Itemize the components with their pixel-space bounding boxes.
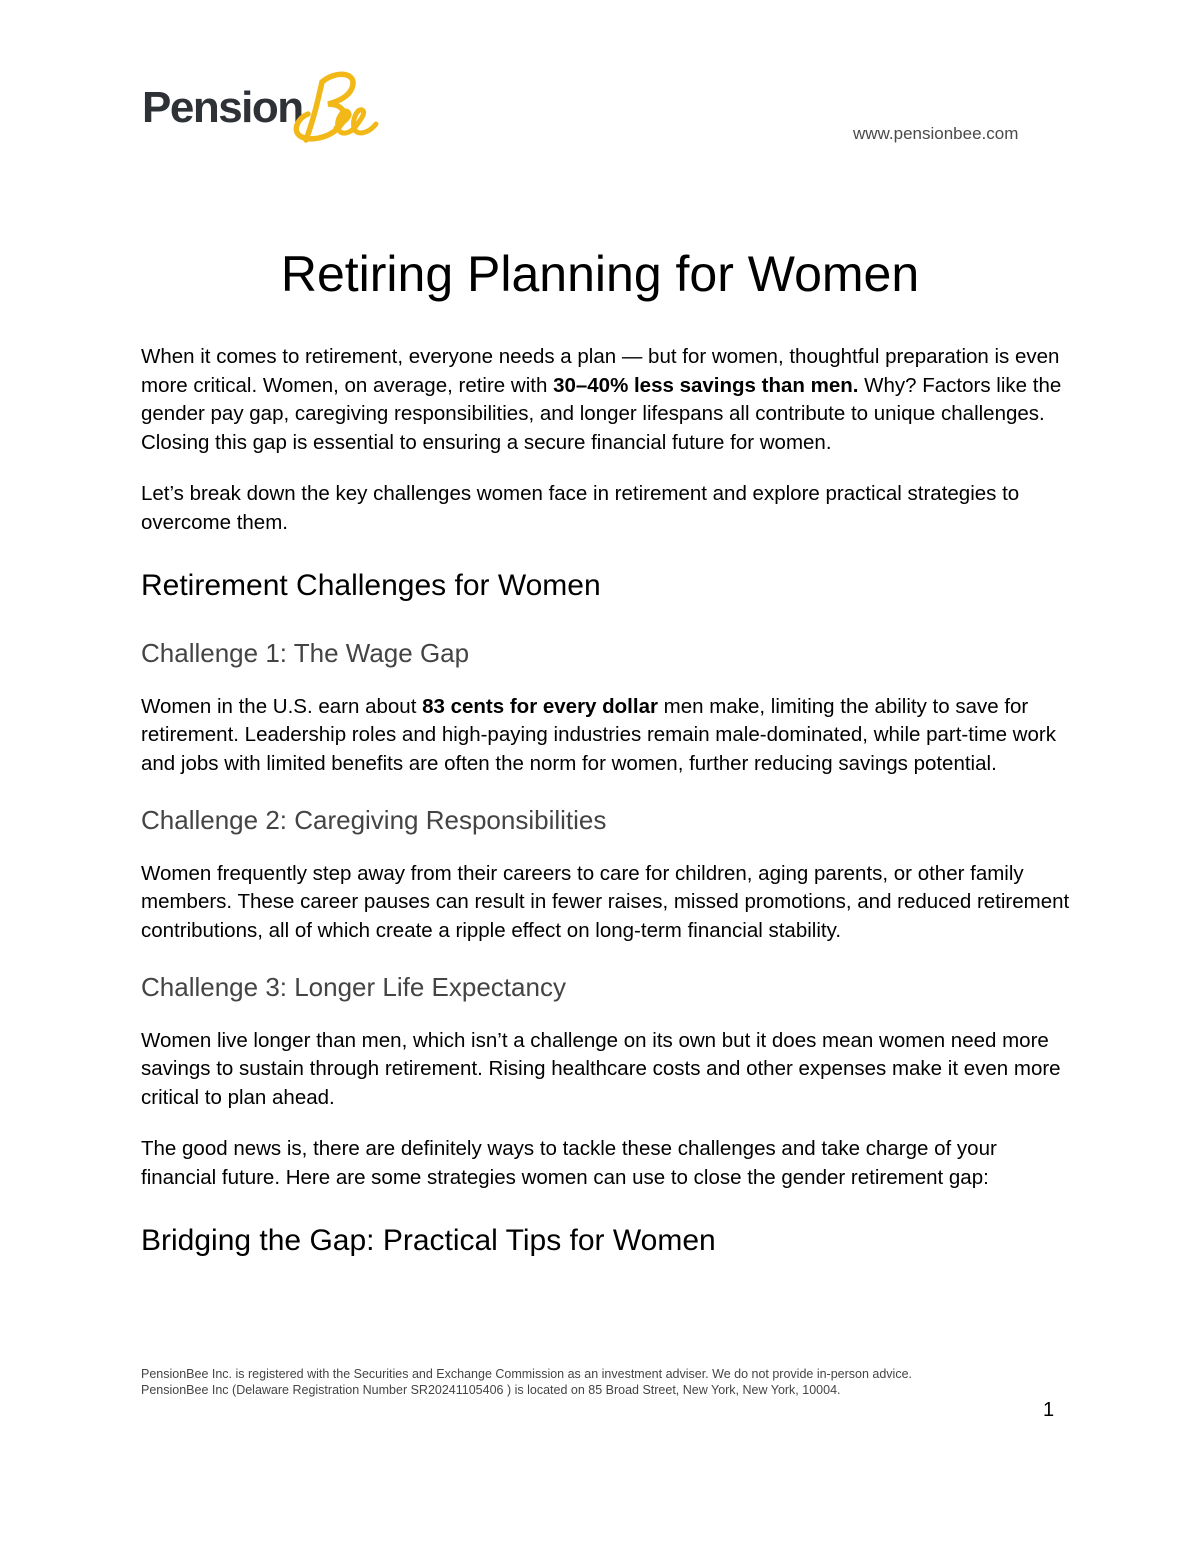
section-heading-challenges: Retirement Challenges for Women bbox=[141, 568, 601, 602]
wage-gap-highlight: 83 cents for every dollar bbox=[422, 694, 658, 718]
logo-wordmark: Pension bbox=[142, 83, 303, 132]
pensionbee-logo bbox=[142, 70, 382, 150]
challenge-2-heading: Challenge 2: Caregiving Responsibilities bbox=[141, 804, 607, 835]
intro-paragraph-2: Let’s break down the key challenges women face in retirement and explore practical strategies to overcome them. bbox=[141, 482, 1020, 534]
footer-line-2: PensionBee Inc (Delaware Registration Number SR20241105406 ) is located on 85 Broad Street, New York, New York, 10004. bbox=[141, 1383, 841, 1397]
intro-highlight: 30–40% less savings than men. bbox=[553, 373, 859, 397]
page-title: Retiring Planning for Women bbox=[280, 246, 920, 302]
challenge-3-heading: Challenge 3: Longer Life Expectancy bbox=[141, 971, 566, 1002]
footer-line-1: PensionBee Inc. is registered with the Securities and Exchange Commission as an investment adviser. We do not provide in-person advice. bbox=[141, 1367, 913, 1381]
document-body bbox=[141, 343, 1071, 1259]
legal-footer bbox=[141, 1366, 1061, 1398]
page-number: 1 bbox=[1043, 1399, 1055, 1421]
challenge-1-text: Women in the U.S. earn about 83 cents for every dollar men make, limiting the ability to save for retirement. Leadership roles and high-paying industries remain male-dominated, while part-time work and jobs with limited benefits are often the norm for women, further reducing savings potential. bbox=[141, 694, 1056, 775]
bee-script-icon bbox=[292, 70, 380, 148]
challenge-2-text: Women frequently step away from their careers to care for children, aging parents, or other family members. These career pauses can result in fewer raises, missed promotions, and reduced retirement contributions, all of which create a ripple effect on long-term financial stability. bbox=[141, 861, 1070, 942]
challenge-3-text: Women live longer than men, which isn’t a challenge on its own but it does mean women need more savings to sustain through retirement. Rising healthcare costs and other expenses make it even more critical to plan ahead. bbox=[141, 1028, 1061, 1109]
challenge-1-heading: Challenge 1: The Wage Gap bbox=[141, 637, 470, 668]
closing-paragraph: The good news is, there are definitely ways to tackle these challenges and take charge of your financial future. Here are some strategies women can use to close the gender retirement gap: bbox=[141, 1137, 997, 1190]
section-heading-tips: Bridging the Gap: Practical Tips for Women bbox=[141, 1223, 716, 1257]
intro-paragraph-1: When it comes to retirement, everyone needs a plan — but for women, thoughtful preparation is even more critical. Women, on average, retire with 30–40% less savings than men. Why? Factors like the gender pay gap, caregiving responsibilities, and longer lifespans all contribute to unique challenges. Closing this gap is essential to ensuring a secure financial future for women. bbox=[141, 345, 1062, 454]
website-url[interactable]: www.pensionbee.com bbox=[853, 124, 1019, 143]
